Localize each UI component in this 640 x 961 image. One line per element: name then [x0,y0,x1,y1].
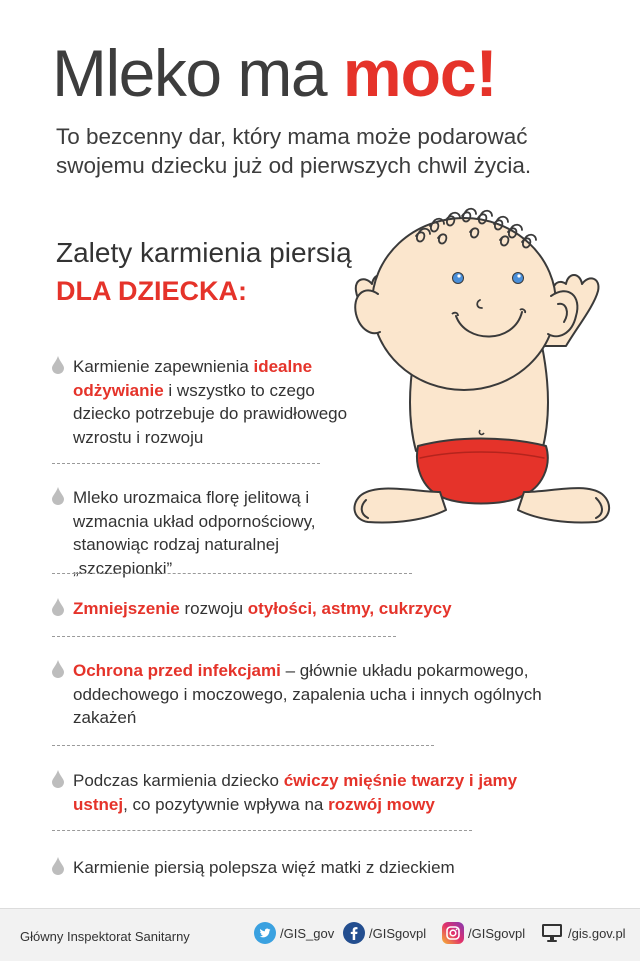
website-link[interactable] [540,922,626,944]
headline-accent: moc! [342,36,497,110]
facebook-handle: /GISgovpl [369,925,427,941]
benefit-3-highlight-a: Zmniejszenie [73,599,180,618]
drop-icon [52,770,64,788]
benefit-1-highlight: idealne odżywianie [73,357,313,400]
benefit-text-1 [73,355,352,449]
benefit-text-4 [73,659,572,730]
benefit-text-6 [73,856,455,880]
benefit-text-2 [73,486,382,580]
benefit-3-highlight-b: otyłości, astmy, cukrzycy [247,599,452,618]
benefit-6-text: Karmienie piersią polepsza więź matki z dzieckiem [73,858,455,877]
benefit-5-text-a: Podczas karmienia dziecko [73,771,284,790]
instagram-handle: /GISgovpl [468,925,526,941]
instagram-icon [442,922,464,944]
headline-prefix: Mleko ma [52,36,343,110]
monitor-icon [540,922,564,944]
section-title-red: DLA DZIECKA: [56,276,247,306]
benefit-text-3 [73,597,452,621]
section-title [56,234,352,310]
footer-org-name: Główny Inspektorat Sanitarny [20,929,190,944]
benefit-item-6 [52,856,572,880]
twitter-icon [254,922,276,944]
drop-icon [52,487,64,505]
benefit-item-2 [52,486,382,580]
benefit-5-highlight-a: ćwiczy mięśnie twarzy i jamy ustnej [73,771,518,814]
benefit-3-text: rozwoju [179,599,248,618]
drop-icon [52,598,64,616]
benefit-item-3 [52,597,572,621]
benefit-2-text: Mleko urozmaica florę jelitową i wzmacnia układ odpornościowy, stanowiąc rodzaj naturalnej „szczepionki” [73,488,316,578]
benefit-1-text-b: i wszystko to czego dziecko potrzebuje do prawidłowego wzrostu i rozwoju [73,380,348,447]
benefit-5-text-b: , co pozytywnie wpływa na [123,794,329,814]
benefit-4-highlight: Ochrona przed infekcjami [73,661,281,680]
drop-icon [52,857,64,875]
separator [52,636,396,637]
baby-illustration [346,196,618,526]
separator [52,830,472,831]
separator [52,463,320,464]
section-title-main: Zalety karmienia piersią [56,237,352,268]
benefit-text-5 [73,769,552,816]
instagram-link[interactable] [442,922,525,944]
drop-icon [52,356,64,374]
twitter-link[interactable] [254,922,334,944]
benefit-item-4 [52,659,572,730]
benefit-item-1 [52,355,352,449]
benefit-4-text: – głównie układu pokarmowego, oddechowego i moczowego, zapalenia ucha i innych ogólnych zakażeń [73,661,542,727]
facebook-link[interactable] [343,922,426,944]
benefit-1-text-a: Karmienie zapewnienia [73,357,254,376]
footer [0,908,640,961]
facebook-icon [343,922,365,944]
headline [52,36,497,110]
separator [52,745,434,746]
subtitle: To bezcenny dar, który mama może podarować swojemu dziecku już od pierwszych chwil życia. [56,124,532,178]
benefit-5-highlight-b: rozwój mowy [328,794,435,814]
separator [52,573,412,574]
benefit-item-5 [52,769,552,816]
drop-icon [52,660,64,678]
website-url: /gis.gov.pl [568,925,626,941]
twitter-handle: /GIS_gov [280,925,335,941]
